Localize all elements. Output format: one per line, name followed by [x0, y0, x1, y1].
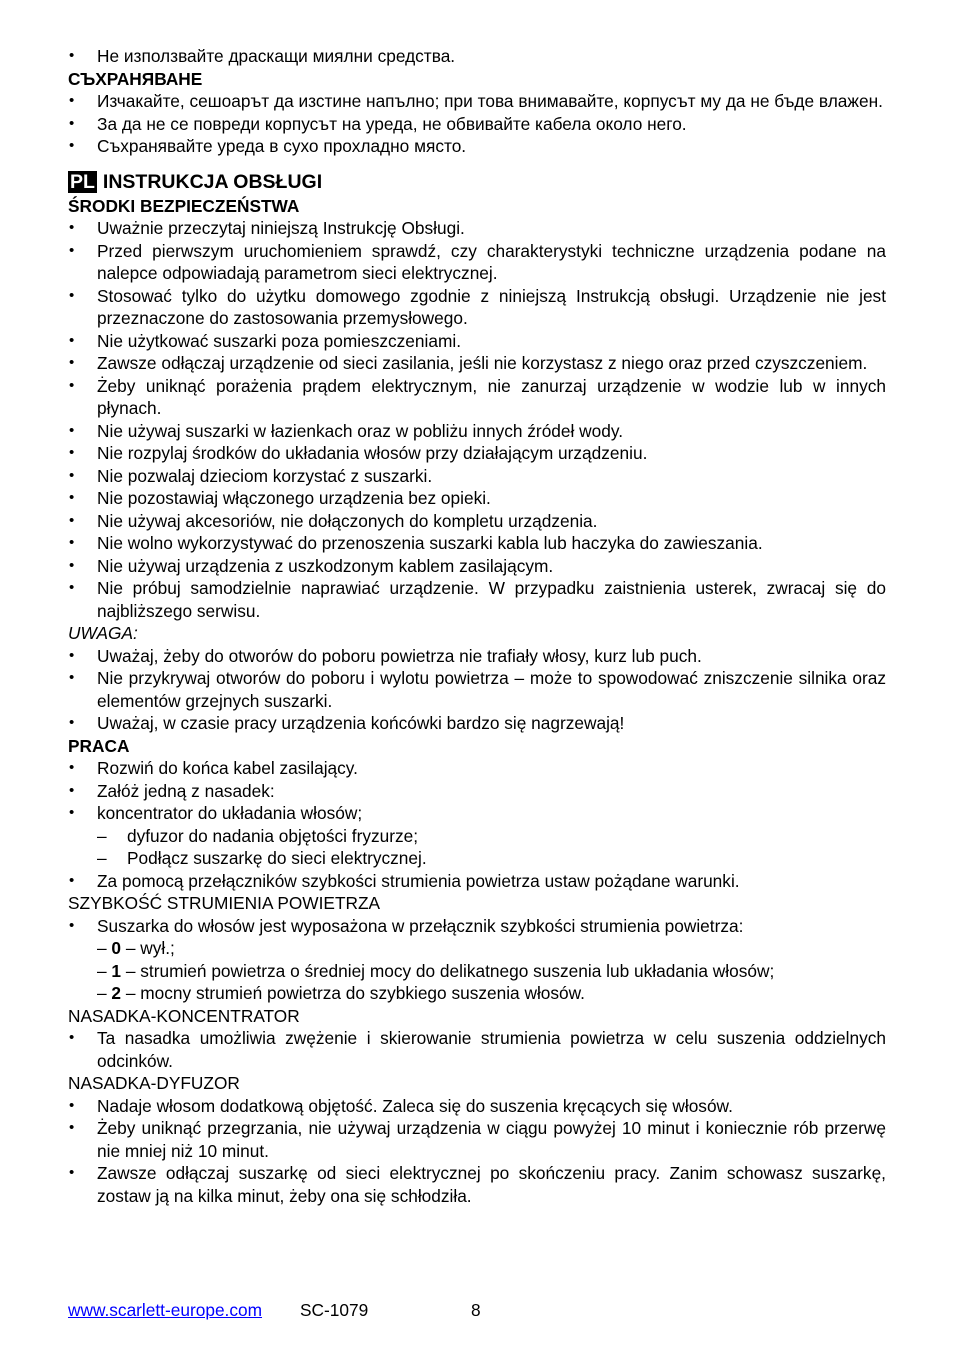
- list-item: • Изчакайте, сешоарът да изстине напълно; при това внимавайте, корпусът му да не бъде влажен.: [68, 90, 886, 113]
- section-title: [68, 170, 886, 195]
- list-item: • Nie próbuj samodzielnie naprawiać urządzenie. W przypadku zaistnienia usterek, zwracaj się do najbliższego serwisu.: [68, 577, 886, 622]
- list-item: • Uważaj, w czasie pracy urządzenia końcówki bardzo się nagrzewają!: [68, 712, 886, 735]
- list-item: • Stosować tylko do użytku domowego zgodnie z niniejszą Instrukcją obsługi. Urządzenie nie jest przeznaczone do zastosowania przemysłowego.: [68, 285, 886, 330]
- dash-item: – dyfuzor do nadania objętości fryzurze;: [68, 825, 886, 848]
- list-item: • За да не се повреди корпусът на уреда, не обвивайте кабела около него.: [68, 113, 886, 136]
- dash-item: – Podłącz suszarkę do sieci elektrycznej.: [68, 847, 886, 870]
- list-item: • Nie pozwalaj dzieciom korzystać z suszarki.: [68, 465, 886, 488]
- list-item: • Nie rozpylaj środków do układania włosów przy działającym urządzeniu.: [68, 442, 886, 465]
- page-number: 8: [471, 1300, 481, 1320]
- list-item: • Nadaje włosom dodatkową objętość. Zaleca się do suszenia kręcących się włosów.: [68, 1095, 886, 1118]
- language-badge: PL: [70, 171, 95, 193]
- list-item: • Za pomocą przełączników szybkości strumienia powietrza ustaw pożądane warunki.: [68, 870, 886, 893]
- list-item: • Nie używaj akcesoriów, nie dołączonych do kompletu urządzenia.: [68, 510, 886, 533]
- speed-mode: – 2 – mocny strumień powietrza do szybkiego suszenia włosów.: [97, 983, 585, 1003]
- website-link[interactable]: www.scarlett-europe.com: [68, 1300, 263, 1320]
- list-item: • Suszarka do włosów jest wyposażona w przełącznik szybkości strumienia powietrza:: [68, 915, 886, 938]
- document-page: [68, 45, 886, 1207]
- list-item: • Przed pierwszym uruchomieniem sprawdź, czy charakterystyki techniczne urządzenia podane na nalepce odpowiadają parametrom sieci elektrycznej.: [68, 240, 886, 285]
- speed-mode-text: – mocny strumień powietrza do szybkiego suszenia włosów.: [121, 983, 585, 1003]
- list-item: • Załóż jedną z nasadek:: [68, 780, 886, 803]
- list-item: • Nie użytkować suszarki poza pomieszczeniami.: [68, 330, 886, 353]
- section-title-text: INSTRUKCJA OBSŁUGI: [102, 170, 323, 193]
- speed-mode-text: – wył.;: [121, 938, 175, 958]
- list-item: • Żeby uniknąć porażenia prądem elektrycznym, nie zanurzaj urządzenie w wodzie lub w innych płynach.: [68, 375, 886, 420]
- list-item: • Uważnie przeczytaj niniejszą Instrukcję Obsługi.: [68, 217, 886, 240]
- list-item: • Съхранявайте уреда в сухо прохладно място.: [68, 135, 886, 158]
- list-item: • Uważaj, żeby do otworów do poboru powietrza nie trafiały włosy, kurz lub puch.: [68, 645, 886, 668]
- list-item: • Nie wolno wykorzystywać do przenoszenia suszarki kabla lub haczyka do zawieszania.: [68, 532, 886, 555]
- warning-heading: UWAGA:: [68, 623, 138, 643]
- list-item: • Rozwiń do końca kabel zasilający.: [68, 757, 886, 780]
- speed-mode: – 0 – wył.;: [97, 938, 175, 958]
- speed-mode-number: 2: [111, 983, 122, 1003]
- list-item: • Не използвайте драскащи миялни средства.: [68, 45, 886, 68]
- speed-mode-number: 0: [111, 938, 122, 958]
- list-item: • koncentrator do układania włosów;: [68, 802, 886, 825]
- list-item: • Ta nasadka umożliwia zwężenie i skierowanie strumienia powietrza w celu suszenia oddzielnych odcinków.: [68, 1027, 886, 1072]
- page-footer: [68, 1299, 886, 1323]
- speed-mode-text: – strumień powietrza o średniej mocy do delikatnego suszenia lub układania włosów;: [121, 960, 775, 981]
- model-number: SC-1079: [300, 1300, 369, 1320]
- speed-mode: – 1 – strumień powietrza o średniej mocy do delikatnego suszenia lub układania włosów;: [97, 960, 775, 981]
- list-item: • Nie używaj suszarki w łazienkach oraz w pobliżu innych źródeł wody.: [68, 420, 886, 443]
- speed-heading: SZYBKOŚĆ STRUMIENIA POWIETRZA: [68, 893, 381, 913]
- diffuser-heading: NASADKA-DYFUZOR: [68, 1073, 240, 1093]
- list-item: • Nie pozostawiaj włączonego urządzenia bez opieki.: [68, 487, 886, 510]
- list-item: • Nie używaj urządzenia z uszkodzonym kablem zasilającym.: [68, 555, 886, 578]
- work-heading: PRACA: [68, 735, 130, 756]
- speed-mode-number: 1: [111, 960, 122, 981]
- list-item: • Zawsze odłączaj urządzenie od sieci zasilania, jeśli nie korzystasz z niego oraz przed czyszczeniem.: [68, 352, 886, 375]
- safety-heading: ŚRODKI BEZPIECZEŃSTWA: [68, 195, 300, 216]
- concentrator-heading: NASADKA-KONCENTRATOR: [68, 1005, 300, 1026]
- list-item: • Nie przykrywaj otworów do poboru i wylotu powietrza – może to spowodować zniszczenie silnika oraz elementów grzejnych suszarki.: [68, 667, 886, 712]
- storage-heading: СЪХРАНЯВАНЕ: [68, 68, 203, 89]
- list-item: • Zawsze odłączaj suszarkę od sieci elektrycznej po skończeniu pracy. Zanim schowasz suszarkę, zostaw ją na kilka minut, żeby ona się schłodziła.: [68, 1162, 886, 1207]
- list-item: • Żeby uniknąć przegrzania, nie używaj urządzenia w ciągu powyżej 10 minut i koniecznie rób przerwę nie mniej niż 10 minut.: [68, 1117, 886, 1162]
